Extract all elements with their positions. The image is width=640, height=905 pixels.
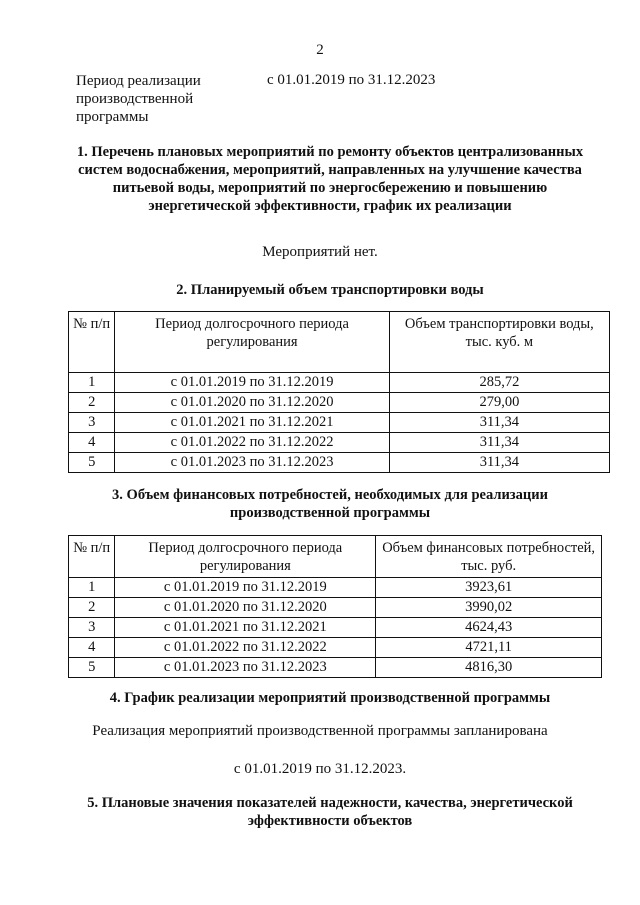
row-period: с 01.01.2021 по 31.12.2021 — [115, 618, 376, 638]
page-number: 2 — [316, 42, 324, 58]
row-number: 2 — [69, 393, 115, 413]
section-4-line-2: с 01.01.2019 по 31.12.2023. — [233, 761, 407, 777]
row-number: 1 — [69, 373, 115, 393]
row-value: 311,34 — [389, 413, 609, 433]
row-period: с 01.01.2022 по 31.12.2022 — [115, 638, 376, 658]
section-2-title: 2. Планируемый объем транспортировки воды — [176, 282, 484, 298]
section-1-title: 1. Перечень плановых мероприятий по ремонту объектов централизованных систем водоснабжения, мероприятий, направленных на улучшение качества питьевой воды, мероприятий по энергосбережению и повышению энергетической эффективности, график их реализации — [76, 144, 584, 214]
table-header-row — [69, 312, 610, 373]
water-volume-table — [68, 311, 610, 473]
table-row — [69, 433, 610, 453]
table-row — [69, 578, 602, 598]
header-amount: Объем финансовых потребностей, тыс. руб. — [376, 536, 602, 578]
table-row — [69, 393, 610, 413]
row-value: 4816,30 — [376, 658, 602, 678]
row-value: 3923,61 — [376, 578, 602, 598]
header-volume: Объем транспортировки воды, тыс. куб. м — [389, 312, 609, 373]
row-value: 311,34 — [389, 453, 609, 473]
row-period: с 01.01.2019 по 31.12.2019 — [115, 578, 376, 598]
row-value: 285,72 — [389, 373, 609, 393]
row-period: с 01.01.2019 по 31.12.2019 — [115, 373, 389, 393]
section-3-title: 3. Объем финансовых потребностей, необходимых для реализации производственной программы — [112, 487, 548, 521]
row-value: 4624,43 — [376, 618, 602, 638]
section-4-title: 4. График реализации мероприятий производственной программы — [109, 690, 551, 706]
row-period: с 01.01.2023 по 31.12.2023 — [115, 453, 389, 473]
row-value: 311,34 — [389, 433, 609, 453]
header-number: № п/п — [69, 312, 115, 373]
row-number: 3 — [69, 618, 115, 638]
table-row — [69, 618, 602, 638]
row-value: 4721,11 — [376, 638, 602, 658]
section-4-line-1: Реализация мероприятий производственной программы запланирована — [92, 723, 548, 739]
header-period: Период долгосрочного периода регулирования — [115, 536, 376, 578]
row-number: 3 — [69, 413, 115, 433]
header-number: № п/п — [69, 536, 115, 578]
header-period: Период долгосрочного периода регулирования — [115, 312, 389, 373]
row-number: 5 — [69, 453, 115, 473]
table-row — [69, 453, 610, 473]
table-row — [69, 373, 610, 393]
row-number: 5 — [69, 658, 115, 678]
row-period: с 01.01.2020 по 31.12.2020 — [115, 393, 389, 413]
row-value: 279,00 — [389, 393, 609, 413]
row-period: с 01.01.2020 по 31.12.2020 — [115, 598, 376, 618]
row-number: 1 — [69, 578, 115, 598]
row-value: 3990,02 — [376, 598, 602, 618]
table-row — [69, 638, 602, 658]
financial-needs-table — [68, 535, 602, 678]
period-value: с 01.01.2019 по 31.12.2023 — [267, 72, 436, 88]
row-period: с 01.01.2022 по 31.12.2022 — [115, 433, 389, 453]
row-period: с 01.01.2021 по 31.12.2021 — [115, 413, 389, 433]
row-number: 4 — [69, 638, 115, 658]
row-number: 4 — [69, 433, 115, 453]
row-number: 2 — [69, 598, 115, 618]
section-1-text: Мероприятий нет. — [262, 244, 378, 260]
row-period: с 01.01.2023 по 31.12.2023 — [115, 658, 376, 678]
table-row — [69, 413, 610, 433]
table-header-row — [69, 536, 602, 578]
section-5-title: 5. Плановые значения показателей надежности, качества, энергетической эффективности объектов — [87, 795, 573, 829]
period-label: Период реализации производственной программы — [76, 73, 201, 125]
table-row — [69, 658, 602, 678]
table-row — [69, 598, 602, 618]
